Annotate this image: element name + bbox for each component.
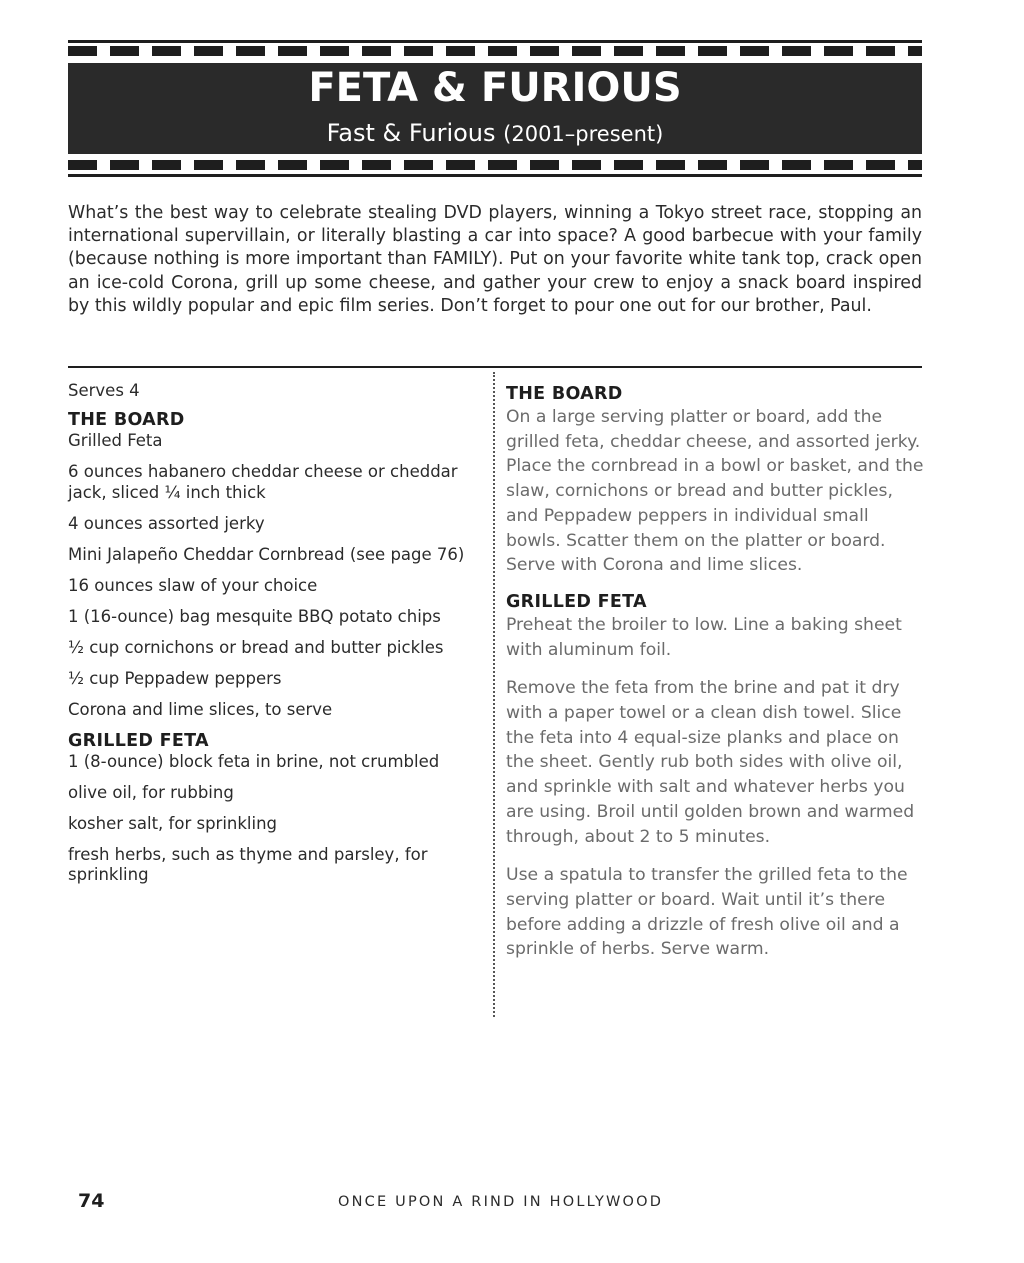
column-separator: [493, 372, 495, 1017]
intro-paragraph: What’s the best way to celebrate stealing DVD players, winning a Tokyo street race, stopping an international supervillain, or literally blasting a car into space? A good barbecue with your family (because nothing is more important than FAMILY). Put on your favorite white tank top, crack open an ice-cold Corona, grill up some cheese, and gather your crew to enjoy a snack board inspired by this wildly popular and epic film series. Don’t forget to pour one out for our brother, Paul.: [68, 203, 922, 316]
feta-ingredients-heading: GRILLED FETA: [68, 730, 209, 751]
direction-step: Preheat the broiler to low. Line a baking sheet with aluminum foil.: [506, 614, 902, 660]
ingredient-item: Mini Jalapeño Cheddar Cornbread (see page 76): [68, 544, 465, 564]
ingredient-item: 1 (8-ounce) block feta in brine, not crumbled: [68, 751, 440, 771]
recipe-title: FETA & FURIOUS: [308, 65, 682, 111]
film-strip-top: [68, 46, 922, 56]
ingredient-item: 4 ounces assorted jerky: [68, 513, 265, 533]
ingredients-column: [68, 380, 478, 896]
section-divider: [68, 366, 922, 368]
ingredient-item: 1 (16-ounce) bag mesquite BBQ potato chips: [68, 606, 441, 626]
ingredient-item: ½ cup Peppadew peppers: [68, 668, 282, 688]
ingredient-item: Grilled Feta: [68, 431, 163, 450]
book-title: ONCE UPON A RIND IN HOLLYWOOD: [338, 1194, 664, 1210]
ingredient-item: Corona and lime slices, to serve: [68, 699, 333, 719]
movie-subtitle: [68, 117, 922, 150]
title-banner: [68, 40, 922, 177]
ingredient-item: olive oil, for rubbing: [68, 782, 234, 802]
ingredient-item: 6 ounces habanero cheddar cheese or cheddar jack, sliced ¼ inch thick: [68, 462, 458, 502]
direction-step: Use a spatula to transfer the grilled feta to the serving platter or board. Wait until it’s there before adding a drizzle of fresh olive oil and a sprinkle of herbs. Serve warm.: [506, 865, 908, 960]
board-directions-heading: THE BOARD: [506, 384, 623, 404]
ingredient-item: fresh herbs, such as thyme and parsley, for sprinkling: [68, 844, 428, 884]
directions-column: [506, 384, 924, 976]
banner-top-rule: [68, 40, 922, 43]
movie-name: Fast & Furious: [326, 119, 496, 147]
ingredient-item: ½ cup cornichons or bread and butter pickles: [68, 637, 444, 657]
feta-directions-heading: GRILLED FETA: [506, 591, 647, 612]
banner-body: [68, 63, 922, 154]
banner-bottom-rule: [68, 174, 922, 177]
board-ingredients-heading: THE BOARD: [68, 410, 185, 430]
serves-count: Serves 4: [68, 381, 140, 400]
movie-years: (2001–present): [503, 122, 664, 146]
board-directions-text: On a large serving platter or board, add the grilled feta, cheddar cheese, and assorted jerky. Place the cornbread in a bowl or basket, and the slaw, cornichons or bread and butter pickles, and Peppadew peppers in individual small bowls. Scatter them on the platter or board. Serve with Corona and lime slices.: [506, 407, 924, 576]
film-strip-bottom: [68, 160, 922, 170]
ingredient-item: kosher salt, for sprinkling: [68, 813, 278, 833]
direction-step: Remove the feta from the brine and pat it dry with a paper towel or a clean dish towel. Slice the feta into 4 equal-size planks and place on the sheet. Gently rub both sides with olive oil, and sprinkle with salt and whatever herbs you are using. Broil until golden brown and warmed through, about 2 to 5 minutes.: [506, 678, 915, 847]
ingredient-item: 16 ounces slaw of your choice: [68, 575, 318, 595]
page-number: 74: [78, 1190, 105, 1212]
